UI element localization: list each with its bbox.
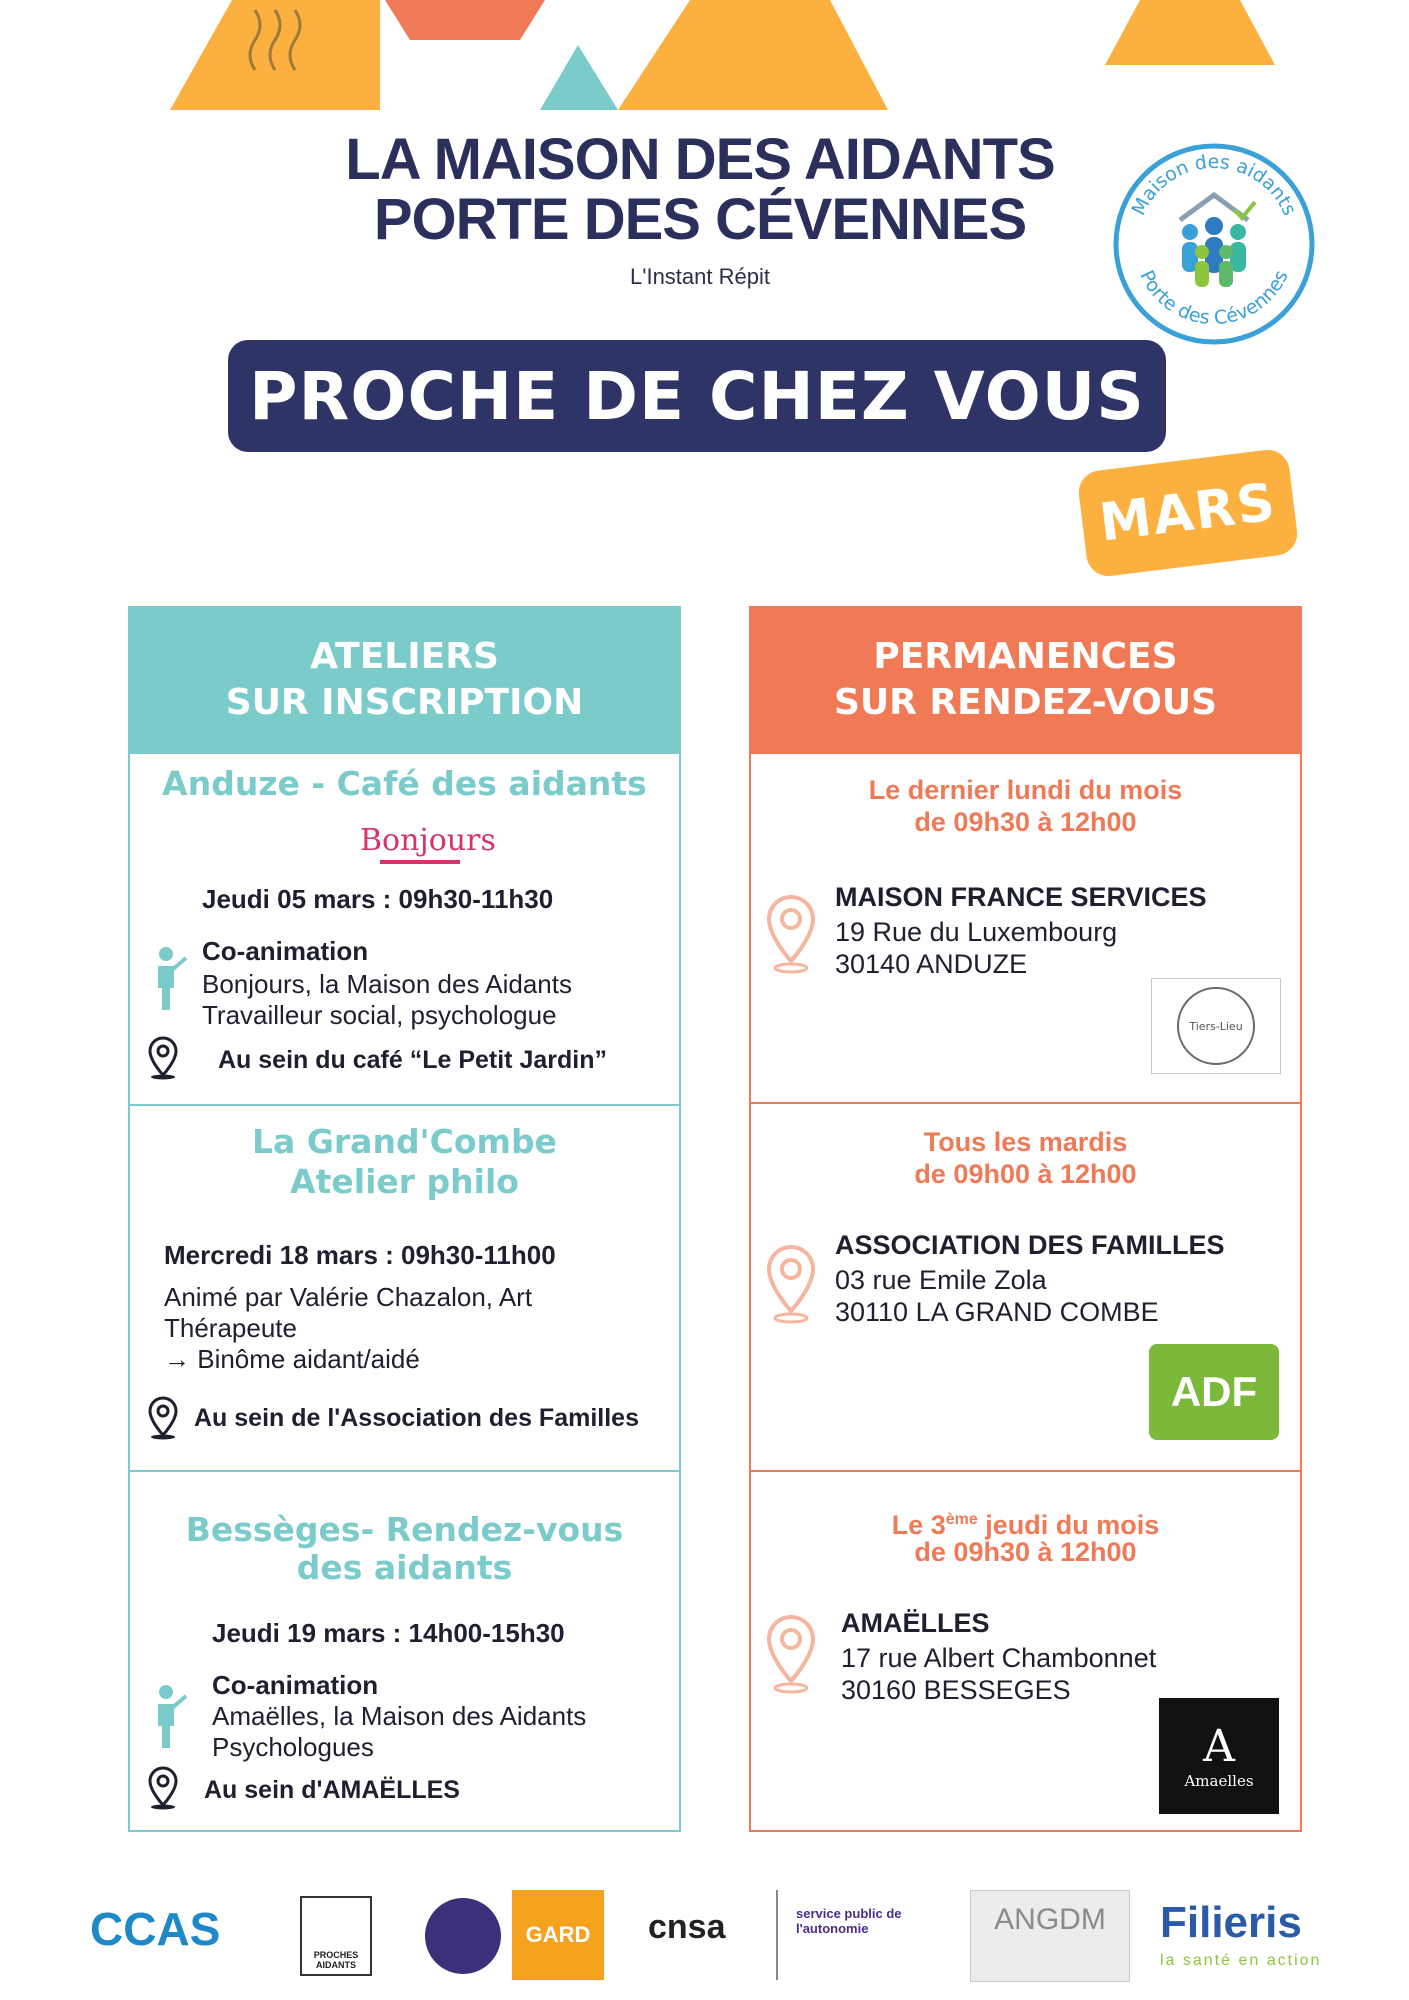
location-pin-icon: [146, 1766, 180, 1810]
header-title-block: [300, 127, 1100, 290]
atelier-card-grand-combe: [130, 1104, 679, 1470]
location-pin-icon: [146, 1036, 180, 1080]
filieris-logo: Filieris: [1160, 1898, 1302, 1947]
permanence-org: AMAËLLES: [841, 1608, 990, 1638]
month-text: MARS: [1096, 472, 1280, 554]
partners-footer: [0, 1880, 1409, 1990]
service-public-autonomie-logo: service public de l'autonomie: [796, 1906, 902, 1936]
cnsa-logo: cnsa: [648, 1908, 726, 1946]
page-title-line-1: LA MAISON DES AIDANTS: [345, 127, 1055, 192]
permanences-heading-line-1: PERMANENCES: [873, 636, 1178, 677]
schedule-superscript: ème: [945, 1511, 978, 1528]
permanence-address: 03 rue Emile Zola: [835, 1265, 1047, 1295]
atelier-line: Psychologues: [212, 1732, 374, 1762]
permanence-city: 30160 BESSEGES: [841, 1675, 1071, 1705]
atelier-title: Bessèges- Rendez-vous: [185, 1510, 624, 1549]
atelier-card-besseges: [130, 1470, 679, 1832]
permanence-address: 17 rue Albert Chambonnet: [841, 1643, 1157, 1673]
location-pin-icon: [765, 894, 817, 974]
atelier-place: Au sein du café “Le Petit Jardin”: [218, 1046, 607, 1074]
location-pin-icon: [765, 1244, 817, 1324]
ateliers-heading-line-2: SUR INSCRIPTION: [225, 682, 584, 723]
schedule-suffix: jeudi du mois: [977, 1510, 1160, 1540]
adf-logo-text: ADF: [1170, 1368, 1258, 1415]
bonjours-logo-text: Bonjours: [360, 823, 496, 858]
schedule-line-2: de 09h30 à 12h00: [914, 1537, 1137, 1567]
ateliers-heading-line-1: ATELIERS: [310, 636, 499, 677]
schedule-line-2: de 09h00 à 12h00: [914, 1159, 1137, 1189]
maison-des-aidants-logo: [1110, 140, 1318, 348]
atelier-date: Jeudi 05 mars : 09h30-11h30: [202, 884, 554, 914]
ateliers-heading: [130, 608, 679, 752]
atelier-label: Co-animation: [202, 936, 369, 966]
atelier-line: → Binôme aidant/aidé: [164, 1344, 420, 1374]
logo-text-bottom: Porte des Cévennes: [1135, 266, 1293, 330]
atelier-card-anduze: [130, 752, 679, 1104]
decorative-triangles: [0, 0, 1409, 120]
location-pin-icon: [146, 1396, 180, 1440]
atelier-title: Anduze - Café des aidants: [162, 764, 647, 803]
logo-text-top: Maison des aidants: [1127, 150, 1301, 219]
page-title-line-2: PORTE DES CÉVENNES: [373, 187, 1027, 252]
atelier-date: Jeudi 19 mars : 14h00-15h30: [212, 1618, 565, 1648]
angdm-logo: ANGDM: [970, 1890, 1130, 1982]
atelier-line: Travailleur social, psychologue: [202, 1000, 557, 1030]
permanence-city: 30110 LA GRAND COMBE: [835, 1297, 1159, 1327]
permanence-city: 30140 ANDUZE: [835, 949, 1028, 979]
permanence-card-besseges: [751, 1470, 1300, 1832]
permanence-address: 19 Rue du Luxembourg: [835, 917, 1118, 947]
permanence-card-grand-combe: [751, 1102, 1300, 1470]
tiers-lieu-logo: [1151, 978, 1281, 1074]
circle-partner-logo: [425, 1898, 501, 1974]
atelier-line: Bonjours, la Maison des Aidants: [202, 969, 572, 999]
permanences-heading: [751, 608, 1300, 752]
ccas-logo: CCAS: [90, 1903, 221, 1955]
adf-logo: [1149, 1344, 1279, 1440]
atelier-subtitle: Atelier philo: [290, 1162, 519, 1201]
presenter-icon: [144, 1682, 188, 1752]
atelier-subtitle: des aidants: [296, 1548, 513, 1587]
presenter-icon: [144, 944, 188, 1014]
schedule-prefix: Le 3: [891, 1510, 946, 1540]
gard-logo: GARD: [512, 1890, 604, 1980]
bonjours-logo: [360, 823, 496, 870]
page-subtitle: L'Instant Répit: [630, 264, 770, 289]
amaelles-logo: A Amaelles: [1159, 1698, 1279, 1814]
atelier-label: Co-animation: [212, 1670, 379, 1700]
amaelles-logo-text: Amaelles: [1184, 1772, 1254, 1790]
filieris-tagline: la santé en action: [1160, 1952, 1322, 1969]
atelier-line: Thérapeute: [164, 1313, 297, 1343]
tiers-lieu-logo-text: Tiers-Lieu: [1177, 987, 1255, 1065]
permanences-heading-line-2: SUR RENDEZ-VOUS: [833, 682, 1218, 723]
banner-text: PROCHE DE CHEZ VOUS: [249, 357, 1145, 435]
permanences-column: [749, 606, 1302, 1832]
permanence-org: ASSOCIATION DES FAMILLES: [835, 1230, 1225, 1260]
location-pin-icon: [765, 1614, 817, 1694]
permanence-org: MAISON FRANCE SERVICES: [835, 882, 1207, 912]
atelier-place: Au sein de l'Association des Familles: [194, 1404, 639, 1432]
main-banner: [228, 340, 1166, 452]
atelier-line: Amaëlles, la Maison des Aidants: [212, 1701, 587, 1731]
schedule-line-1: Tous les mardis: [923, 1127, 1128, 1157]
footer-divider: [776, 1890, 778, 1980]
permanence-card-anduze: [751, 752, 1300, 1102]
atelier-date: Mercredi 18 mars : 09h30-11h00: [164, 1240, 556, 1270]
proches-aidants-logo: PROCHES AIDANTS: [300, 1896, 372, 1976]
atelier-title: La Grand'Combe: [252, 1122, 557, 1161]
atelier-line: Animé par Valérie Chazalon, Art: [164, 1282, 533, 1312]
atelier-place: Au sein d'AMAËLLES: [204, 1776, 460, 1804]
ateliers-column: [128, 606, 681, 1832]
schedule-line-1: Le dernier lundi du mois: [868, 775, 1183, 805]
month-badge: [1076, 447, 1299, 578]
schedule-line-2: de 09h30 à 12h00: [914, 807, 1137, 837]
